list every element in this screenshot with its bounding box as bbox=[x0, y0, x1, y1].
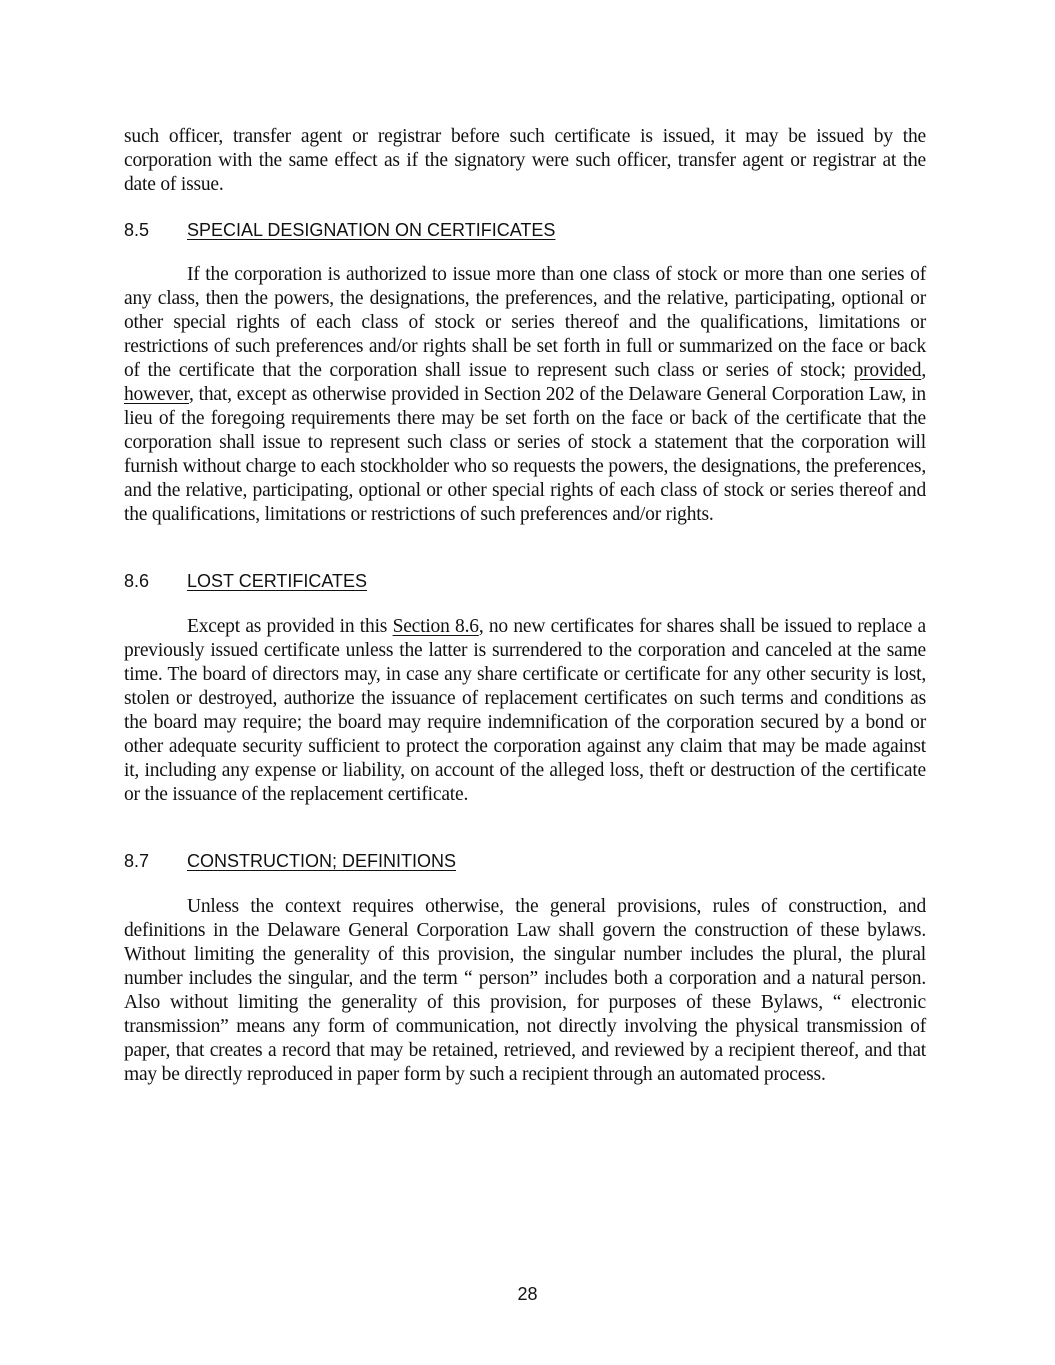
section-heading-8-6 bbox=[124, 569, 367, 593]
section-title: LOST CERTIFICATES bbox=[187, 571, 368, 591]
section-8-5-paragraph bbox=[124, 263, 926, 527]
section-heading-8-7 bbox=[124, 849, 456, 873]
continuation-paragraph: such officer, transfer agent or registrar before such certificate is issued, it may be issued by the corporation with the same effect as if the signatory were such officer, transfer agent or registrar at the date of issue. bbox=[124, 126, 926, 195]
section-number: 8.6 bbox=[124, 571, 150, 591]
paragraph-text: , that, except as otherwise provided in Section 202 of the Delaware General Corporation Law, in lieu of the foregoing requirements there may be set forth on the face or back of the certificate that the corporation shall issue to represent such class or series of stock a statement that the corporation will furnish without charge to each stockholder who so requests the powers, the designations, the preferences, and the relative, participating, optional or other special rights of each class of stock or series thereof and the qualifications, limitations or restrictions of such preferences and/or rights. bbox=[124, 384, 926, 525]
underlined-term-provided: provided bbox=[853, 360, 922, 381]
paragraph-text: , bbox=[921, 360, 926, 381]
paragraph-text: , no new certificates for shares shall be issued to replace a previously issued certificate unless the latter is surrendered to the corporation and canceled at the same time. The board of directors may, in case any share certificate or certificate for any other security is lost, stolen or destroyed, authorize the issuance of replacement certificates on such terms and conditions as the board may require; the board may require indemnification of the corporation secured by a bond or other adequate security sufficient to protect the corporation against any claim that may be made against it, including any expense or liability, on account of the alleged loss, theft or destruction of the certificate or the issuance of the replacement certificate. bbox=[124, 616, 926, 805]
section-title: CONSTRUCTION; DEFINITIONS bbox=[187, 851, 456, 871]
page-number: 28 bbox=[517, 1284, 538, 1304]
underlined-term-however: however bbox=[124, 384, 189, 405]
section-8-6-paragraph bbox=[124, 615, 926, 807]
section-title: SPECIAL DESIGNATION ON CERTIFICATES bbox=[187, 220, 556, 240]
section-8-7-paragraph: Unless the context requires otherwise, the general provisions, rules of construction, and definitions in the Delaware General Corporation Law shall govern the construction of these bylaws. Without limiting the generality of this provision, the singular number includes the plural, the plural number includes the singular, and the term “ person” includes both a corporation and a natural person. Also without limiting the generality of this provision, for purposes of these Bylaws, “ electronic transmission” means any form of communication, not directly involving the physical transmission of paper, that creates a record that may be retained, retrieved, and reviewed by a recipient thereof, and that may be directly reproduced in paper form by such a recipient through an automated process. bbox=[124, 896, 926, 1085]
section-cross-reference: Section 8.6 bbox=[392, 616, 479, 637]
section-heading-8-5 bbox=[124, 218, 555, 242]
section-number: 8.5 bbox=[124, 220, 150, 240]
paragraph-text: If the corporation is authorized to issue more than one class of stock or more than one series of any class, then the powers, the designations, the preferences, and the relative, participating, optional or other special rights of each class of stock or series thereof and the qualifications, limitations or restrictions of such preferences and/or rights shall be set forth in full or summarized on the face or back of the certificate that the corporation shall issue to represent such class or series of stock; bbox=[124, 264, 926, 381]
section-number: 8.7 bbox=[124, 851, 150, 871]
paragraph-text: Except as provided in this bbox=[187, 616, 393, 637]
